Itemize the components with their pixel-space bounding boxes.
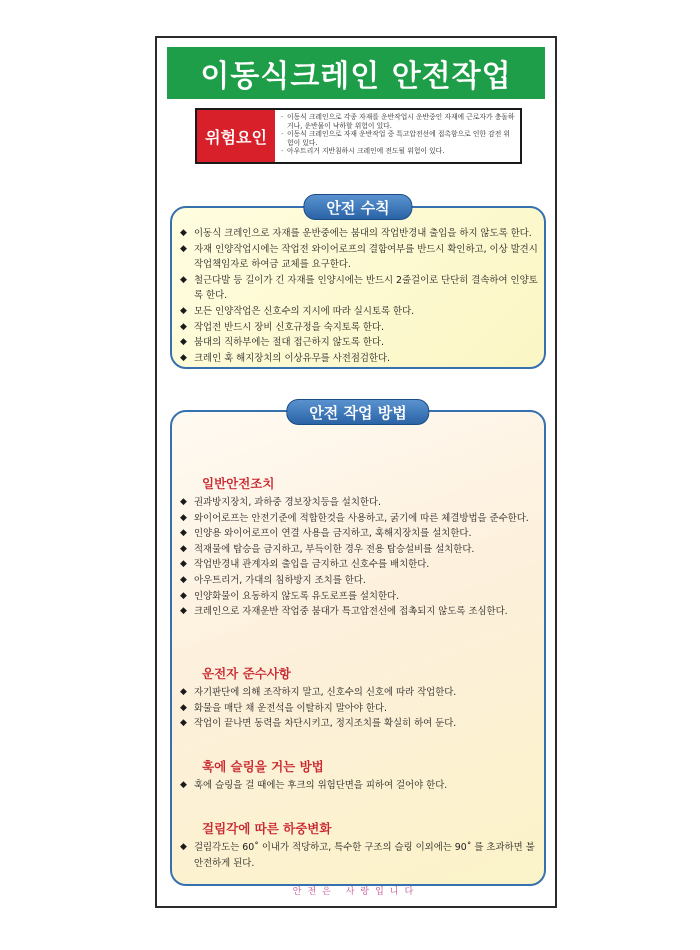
hazard-label: 위험요인 (197, 110, 275, 162)
list-item: ◆ 훅에 슬링을 걸 때에는 후크의 위험단면을 피하여 걸어야 한다. (178, 778, 540, 794)
hazard-box (195, 108, 522, 164)
safety-rules-title: 안전 수칙 (303, 194, 412, 220)
list-item: ◆ 작업반경내 관계자외 출입을 금지하고 신호수를 배치한다. (178, 557, 540, 573)
list-item: ◆ 자기판단에 의해 조작하지 말고, 신호수의 신호에 따라 작업한다. (178, 685, 540, 701)
list-item: ◆ 적재물에 탑승을 금지하고, 부득이한 경우 전용 탑승설비를 설치한다. (178, 542, 540, 558)
list-item: ◆ 화물을 매단 채 운전석을 이탈하지 말아야 한다. (178, 701, 540, 717)
hazard-list (275, 110, 520, 162)
section-heading: 훅에 슬링을 거는 방법 (202, 759, 324, 774)
section-heading: 걸림각에 따른 하중변화 (202, 821, 332, 836)
section-heading: 운전자 준수사항 (202, 666, 291, 681)
sling-angle-section (178, 819, 540, 871)
section-heading: 일반안전조치 (202, 476, 275, 491)
safety-rules-list (178, 226, 540, 366)
safety-poster (155, 36, 557, 908)
poster-title: 이동식크레인 안전작업 (167, 47, 545, 99)
safety-rule-item: ◆ 붐대의 직하부에는 절대 접근하지 않도록 한다. (178, 335, 540, 351)
list-item: ◆ 권과방지장치, 과하중 경보장치등을 설치한다. (178, 495, 540, 511)
hazard-item: · 이동식 크레인으로 각종 자재를 운반작업시 운반중인 자재에 근로자가 충돌하거나, 운반물이 낙하할 위험이 있다. (281, 113, 516, 130)
footer-slogan: 안전은 사랑입니다 (292, 887, 420, 897)
sling-hook-section (178, 757, 540, 794)
list-item: ◆ 와이어로프는 안전기준에 적합한것을 사용하고, 굵기에 따른 체결방법을 준수한다. (178, 511, 540, 527)
list-item: ◆ 아우트리거, 가대의 침하방지 조치를 한다. (178, 573, 540, 589)
list-item: ◆ 작업이 끝나면 동력을 차단시키고, 정지조치를 확실히 하여 둔다. (178, 716, 540, 732)
hazard-item: · 아우트리거 지반침하시 크레인에 전도될 위험이 있다. (281, 147, 516, 156)
section-list (178, 685, 540, 732)
safe-work-methods-panel (170, 403, 546, 886)
safety-rule-item: ◆ 이동식 크레인으로 자재를 운반중에는 붐대의 작업반경내 출입을 하지 않도록 한다. (178, 226, 540, 242)
safety-rules-panel (170, 198, 546, 369)
safety-rule-item: ◆ 모든 인양작업은 신호수의 지시에 따라 실시토록 한다. (178, 304, 540, 320)
section-list (178, 778, 540, 794)
operator-rules-section (178, 664, 540, 732)
list-item: ◆ 인양화물이 요동하지 않도록 유도로프를 설치한다. (178, 589, 540, 605)
section-list (178, 840, 540, 871)
hazard-item: · 이동식 크레인으로 자재 운반작업 중 특고압전선에 접촉함으로 인한 감전 위험이 있다. (281, 130, 516, 147)
list-item: ◆ 크레인으로 자재운반 작업중 붐대가 특고압전선에 접촉되지 않도록 조심한다. (178, 604, 540, 620)
list-item: ◆ 인양용 와이어로프이 연결 사용을 금지하고, 훅해지장치를 설치한다. (178, 526, 540, 542)
section-list (178, 495, 540, 620)
safety-rule-item: ◆ 크레인 훅 해지장치의 이상유무를 사전점검한다. (178, 351, 540, 367)
general-safety-section (178, 474, 540, 620)
safety-rule-item: ◆ 작업전 반드시 장비 신호규정을 숙지토록 한다. (178, 320, 540, 336)
safety-rule-item: ◆ 자재 인양작업시에는 작업전 와이어로프의 결함여부를 반드시 확인하고, 이상 발견시 작업책임자로 하여금 교체를 요구한다. (178, 242, 540, 273)
safe-work-methods-title: 안전 작업 방법 (286, 399, 429, 425)
safety-rule-item: ◆ 철근다발 등 길이가 긴 자재를 인양시에는 반드시 2줄걸이로 단단히 결속하여 인양토록 한다. (178, 273, 540, 304)
list-item: ◆ 걸림각도는 60˚ 이내가 적당하고, 특수한 구조의 슬링 이외에는 90˚ 를 초과하면 불안전하게 된다. (178, 840, 540, 871)
